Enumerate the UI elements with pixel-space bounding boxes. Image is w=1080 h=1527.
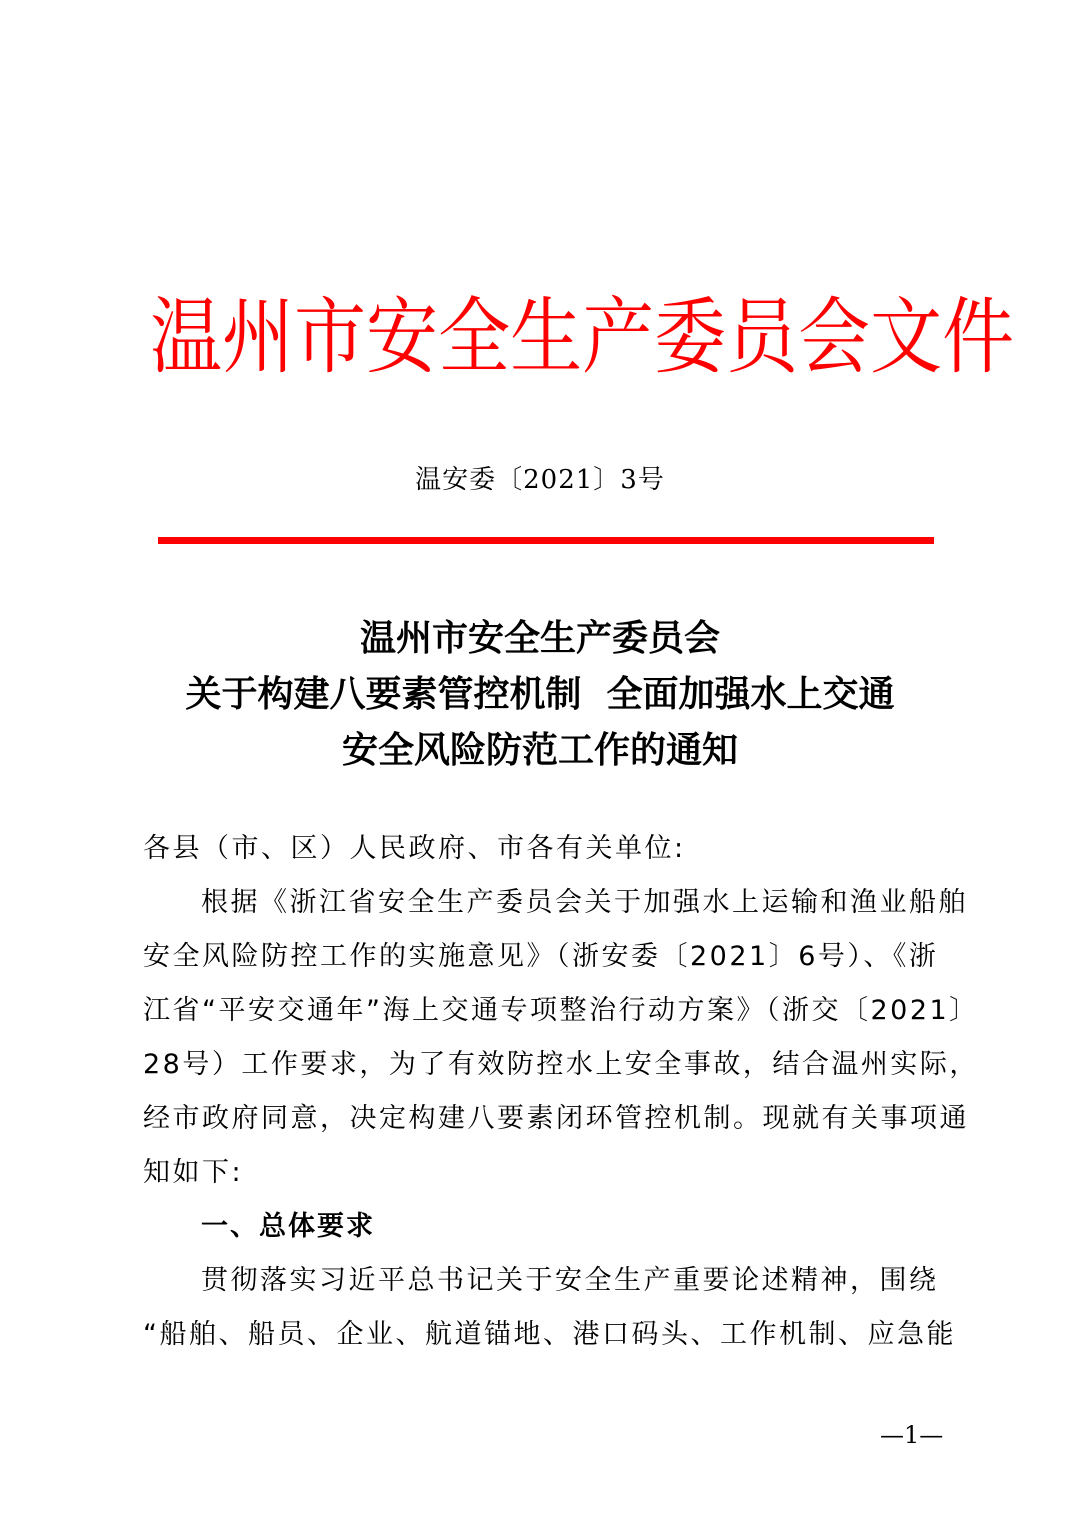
masthead-char: 件 <box>942 288 1015 386</box>
title-line: 关于构建八要素管控机制 全面加强水上交通 <box>185 673 895 715</box>
paragraph-line: 贯彻落实习近平总书记关于安全生产重要论述精神，围绕 <box>201 1265 939 1296</box>
page-number: —1— <box>880 1421 944 1449</box>
masthead-char: 生 <box>510 288 583 386</box>
document-title <box>0 610 1080 778</box>
paragraph-line: 知如下: <box>143 1157 244 1188</box>
section-heading: 一、总体要求 <box>201 1211 375 1242</box>
masthead-char: 员 <box>726 288 799 386</box>
masthead-char: 产 <box>582 288 655 386</box>
paragraph-line: “船舶、船员、企业、航道锚地、港口码头、工作机制、应急能 <box>143 1319 956 1350</box>
masthead-char: 全 <box>438 288 511 386</box>
document-body <box>143 822 979 1362</box>
salutation: 各县（市、区）人民政府、市各有关单位: <box>143 833 686 864</box>
masthead-char: 委 <box>654 288 727 386</box>
masthead-char: 市 <box>294 288 367 386</box>
paragraph-line: 经市政府同意，决定构建八要素闭环管控机制。现就有关事项通 <box>143 1103 969 1134</box>
masthead-char: 安 <box>366 288 439 386</box>
masthead-red-header <box>150 283 1015 392</box>
paragraph-line: 安全风险防控工作的实施意见》（浙安委〔2021〕6号）、《浙 <box>143 941 939 972</box>
title-line: 温州市安全生产委员会 <box>359 617 720 659</box>
paragraph-line: 根据《浙江省安全生产委员会关于加强水上运输和渔业船舶 <box>201 887 968 918</box>
red-divider-rule <box>158 537 934 544</box>
masthead-char: 温 <box>150 288 223 386</box>
masthead-char: 文 <box>870 288 943 386</box>
masthead-char: 州 <box>222 288 295 386</box>
masthead-char: 会 <box>798 288 871 386</box>
title-line: 安全风险防范工作的通知 <box>341 729 738 771</box>
paragraph-line: 28号）工作要求，为了有效防控水上安全事故，结合温州实际， <box>143 1049 979 1080</box>
paragraph-line: 江省“平安交通年”海上交通专项整治行动方案》（浙交〔2021〕 <box>143 995 979 1026</box>
document-number: 温安委〔2021〕3号 <box>415 465 665 495</box>
